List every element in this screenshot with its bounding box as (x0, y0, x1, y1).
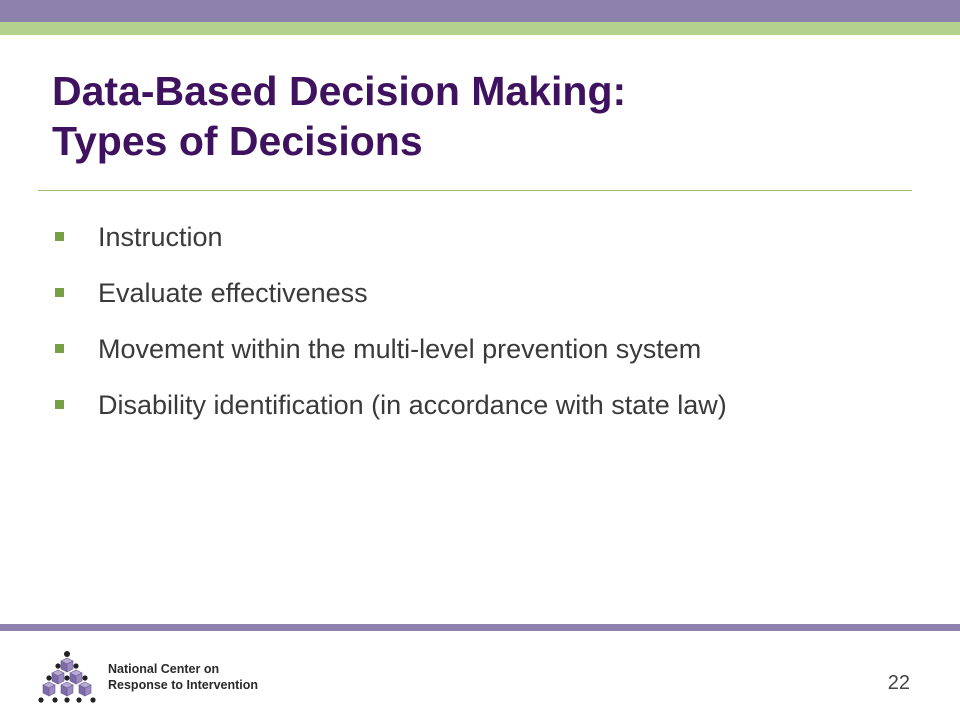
square-bullet-icon (55, 288, 64, 297)
bullet-text: Instruction (98, 222, 223, 252)
slide-title-line-2: Types of Decisions (52, 118, 423, 164)
bottom-accent-bar (0, 624, 960, 631)
top-accent-bar-green (0, 22, 960, 35)
organization-name-line-1: National Center on (108, 662, 220, 676)
square-bullet-icon (55, 344, 64, 353)
bullet-text: Evaluate effectiveness (98, 278, 368, 308)
page-number: 22 (887, 672, 910, 694)
square-bullet-icon (55, 400, 64, 409)
bullet-item-instruction (52, 220, 882, 254)
slide-title-line-1: Data-Based Decision Making: (52, 68, 627, 114)
bullet-item-disability (52, 388, 882, 422)
ncrti-logo-icon (36, 650, 98, 706)
bullet-item-movement (52, 332, 882, 366)
bullet-item-evaluate (52, 276, 882, 310)
bullet-list (52, 220, 882, 444)
organization-name (108, 661, 258, 693)
slide-title (52, 66, 912, 166)
bullet-text: Disability identification (in accordance with state law) (98, 390, 727, 420)
bullet-text: Movement within the multi-level prevention system (98, 334, 702, 364)
top-accent-bar-purple (0, 0, 960, 22)
square-bullet-icon (55, 232, 64, 241)
organization-name-line-2: Response to Intervention (108, 678, 259, 692)
title-divider (38, 190, 912, 191)
